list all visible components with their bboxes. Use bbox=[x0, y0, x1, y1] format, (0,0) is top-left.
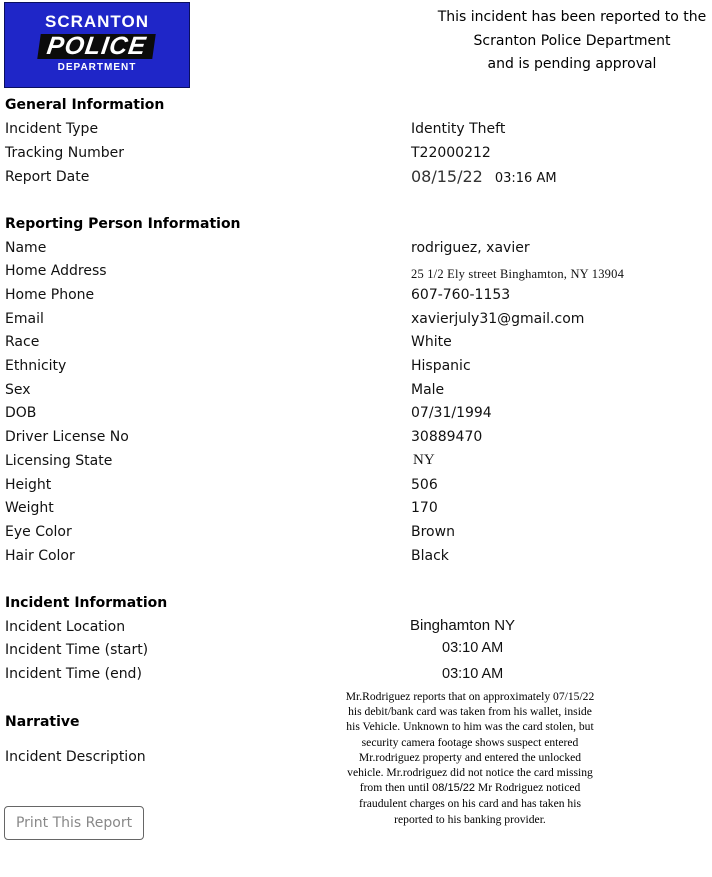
incident-start-value: 03:10 AM bbox=[442, 640, 504, 656]
report-date-label: Report Date bbox=[5, 169, 90, 185]
narrative-inline-date: 08/15/22 bbox=[432, 782, 475, 795]
status-line-1: This incident has been reported to the bbox=[437, 9, 707, 25]
race-label: Race bbox=[5, 334, 40, 350]
ethnicity-label: Ethnicity bbox=[5, 358, 67, 374]
height-label: Height bbox=[5, 477, 52, 493]
incident-description-label: Incident Description bbox=[5, 749, 146, 765]
hair-color-value: Black bbox=[411, 548, 449, 564]
sex-label: Sex bbox=[5, 382, 31, 398]
tracking-number-value: T22000212 bbox=[411, 145, 491, 161]
incident-type-label: Incident Type bbox=[5, 121, 99, 137]
status-line-3: and is pending approval bbox=[487, 56, 657, 72]
email-label: Email bbox=[5, 311, 44, 327]
incident-location-value: Binghamton NY bbox=[410, 617, 516, 634]
narrative-text-part-2: Mr Rodriguez noticed fraudulent charges on his card and has taken his reported to his banking provider. bbox=[359, 781, 581, 826]
section-reporter-heading: Reporting Person Information bbox=[5, 216, 241, 232]
dob-value: 07/31/1994 bbox=[411, 405, 492, 421]
race-value: White bbox=[411, 334, 452, 350]
report-date: 08/15/22 bbox=[411, 167, 483, 186]
licensing-state-label: Licensing State bbox=[5, 453, 113, 469]
eye-color-value: Brown bbox=[411, 524, 455, 540]
home-address-value: 25 1/2 Ely street Binghamton, NY 13904 bbox=[411, 267, 625, 281]
incident-type-value: Identity Theft bbox=[411, 121, 506, 137]
weight-value: 170 bbox=[411, 500, 438, 516]
home-phone-label: Home Phone bbox=[5, 287, 95, 303]
email-value: xavierjuly31@gmail.com bbox=[411, 311, 585, 327]
tracking-number-label: Tracking Number bbox=[5, 145, 124, 161]
logo-line-department: DEPARTMENT bbox=[57, 62, 137, 73]
licensing-state-value: NY bbox=[413, 452, 435, 468]
narrative-text-part-1: Mr.Rodriguez reports that on approximately 07/15/22 his debit/bank card was taken from his wallet, inside his Vehicle. Unknown to him was the card stolen, but security camera footage shows suspect entered Mr.rodriguez property and entered the unlocked vehicle. Mr.rodriguez did not notice the card missing from then until bbox=[345, 690, 595, 795]
police-logo bbox=[4, 2, 190, 88]
incident-description-text bbox=[340, 689, 600, 827]
status-message bbox=[436, 6, 708, 77]
name-label: Name bbox=[5, 240, 47, 256]
eye-color-label: Eye Color bbox=[5, 524, 72, 540]
height-value: 506 bbox=[411, 477, 438, 493]
incident-end-value: 03:10 AM bbox=[442, 666, 504, 682]
report-date-value bbox=[411, 167, 557, 186]
home-address-label: Home Address bbox=[5, 263, 107, 279]
print-report-button[interactable]: Print This Report bbox=[4, 806, 144, 840]
hair-color-label: Hair Color bbox=[5, 548, 75, 564]
report-time: 03:16 AM bbox=[494, 171, 557, 186]
logo-line-police: POLICE bbox=[38, 34, 157, 59]
home-phone-value: 607-760-1153 bbox=[411, 287, 511, 303]
driver-license-value: 30889470 bbox=[411, 429, 483, 445]
driver-license-label: Driver License No bbox=[5, 429, 129, 445]
section-general-heading: General Information bbox=[5, 97, 165, 113]
section-incident-heading: Incident Information bbox=[5, 595, 168, 611]
incident-start-label: Incident Time (start) bbox=[5, 642, 149, 658]
name-value: rodriguez, xavier bbox=[411, 240, 530, 256]
ethnicity-value: Hispanic bbox=[411, 358, 471, 374]
dob-label: DOB bbox=[5, 405, 37, 421]
section-narrative-heading: Narrative bbox=[5, 714, 80, 730]
incident-end-label: Incident Time (end) bbox=[5, 666, 142, 682]
status-line-2: Scranton Police Department bbox=[473, 32, 671, 49]
incident-location-label: Incident Location bbox=[5, 619, 126, 635]
logo-line-scranton: SCRANTON bbox=[44, 12, 150, 31]
weight-label: Weight bbox=[5, 500, 54, 516]
sex-value: Male bbox=[411, 382, 445, 398]
